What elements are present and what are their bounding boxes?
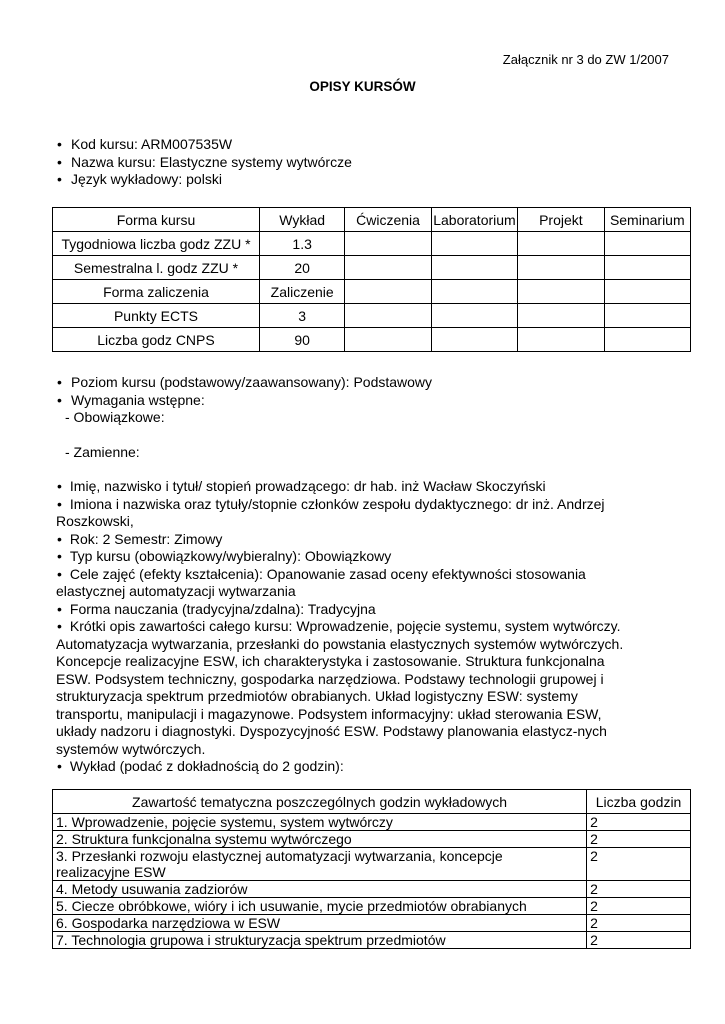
header-cell: Liczba godzin [587, 790, 691, 814]
table-row [53, 881, 691, 898]
header-cell: Projekt [518, 208, 604, 232]
topic-cell: 3. Przesłanki rozwoju elastycznej automatyzacji wytwarzania, koncepcje realizacyjne ESW [53, 848, 587, 881]
row-label: Punkty ECTS [53, 304, 260, 328]
course-description-line: strukturyzacja spektrum przedmiotów obrabianych. Układ logistyczny ESW: systemy [56, 688, 578, 704]
table-row [53, 256, 691, 280]
prerequisites-label: • Wymagania wstępne: [56, 392, 432, 410]
table-row [53, 932, 691, 949]
table-row [53, 232, 691, 256]
table-header-row [53, 208, 691, 232]
hours-cell: 2 [587, 881, 691, 898]
course-description-line: systemów wytwórczych. [56, 740, 206, 757]
topic-cell: 2. Struktura funkcjonalna systemu wytwórczego [53, 831, 587, 848]
cell-value [431, 304, 517, 328]
hours-cell: 2 [587, 932, 691, 949]
row-label: Forma zaliczenia [53, 280, 260, 304]
row-label: Tygodniowa liczba godz ZZU * [53, 232, 260, 256]
cell-value [431, 232, 517, 256]
attachment-note: Załącznik nr 3 do ZW 1/2007 [502, 52, 669, 67]
cell-value [604, 256, 690, 280]
table-row [53, 328, 691, 352]
table-row [53, 304, 691, 328]
cell-value [604, 280, 690, 304]
table-row [53, 915, 691, 932]
table-row [53, 831, 691, 848]
table-header-row [53, 790, 691, 814]
cell-value [518, 232, 604, 256]
cell-value [345, 328, 431, 352]
cell-value [518, 304, 604, 328]
course-language: • Język wykładowy: polski [56, 171, 352, 189]
course-goals: • Cele zajęć (efekty kształcenia): Opanowanie zasad oceny efektywności stosowania [56, 566, 676, 584]
team-members: • Imiona i nazwiska oraz tytuły/stopnie członków zespołu dydaktycznego: dr inż. Andrzej [56, 496, 676, 514]
hours-cell: 2 [587, 814, 691, 831]
header-cell: Ćwiczenia [345, 208, 431, 232]
teaching-form: • Forma nauczania (tradycyjna/zdalna): Tradycyjna [56, 601, 676, 619]
topic-cell: 7. Technologia grupowa i strukturyzacja spektrum przedmiotów [53, 932, 587, 949]
course-info-list [56, 136, 352, 189]
cell-value [604, 232, 690, 256]
topic-cell: 6. Gospodarka narzędziowa w ESW [53, 915, 587, 932]
course-description-line: ESW. Podsystem techniczny, gospodarka narzędziowa. Podstawy technologii grupowej i [56, 670, 604, 687]
table-row [53, 848, 691, 881]
course-code: • Kod kursu: ARM007535W [56, 136, 352, 154]
cell-value [431, 280, 517, 304]
mandatory-prerequisites: - Obowiązkowe: [65, 409, 165, 425]
course-name: • Nazwa kursu: Elastyczne systemy wytwórcze [56, 154, 352, 172]
cell-value: Zaliczenie [259, 280, 344, 304]
header-cell: Wykład [259, 208, 344, 232]
course-description-line: Koncepcje realizacyjne ESW, ich charakterystyka i zastosowanie. Struktura funkcjonalna [56, 653, 605, 669]
cell-value [345, 256, 431, 280]
header-cell: Zawartość tematyczna poszczególnych godzin wykładowych [53, 790, 587, 814]
cell-value: 3 [259, 304, 344, 328]
cell-value: 90 [259, 328, 344, 352]
lecture-topics-table [52, 789, 691, 949]
alternative-prerequisites: - Zamienne: [65, 444, 140, 460]
lecturer: • Imię, nazwisko i tytuł/ stopień prowadzącego: dr hab. inż Wacław Skoczyński [56, 478, 676, 496]
row-label: Semestralna l. godz ZZU * [53, 256, 260, 280]
course-description-line: transportu, manipulacji i magazynowe. Podsystem informacyjny: układ sterowania ESW, [56, 705, 602, 722]
cell-value [345, 280, 431, 304]
header-cell: Seminarium [604, 208, 690, 232]
row-label: Liczba godz CNPS [53, 328, 260, 352]
cell-value [518, 328, 604, 352]
course-goals-cont: elastycznej automatyzacji wytwarzania [56, 583, 296, 599]
lecture-hours-note: • Wykład (podać z dokładnością do 2 godzin): [56, 758, 676, 776]
topic-cell: 1. Wprowadzenie, pojęcie systemu, system wytwórczy [53, 814, 587, 831]
table-row [53, 814, 691, 831]
cell-value [345, 232, 431, 256]
cell-value [431, 256, 517, 280]
course-details [56, 478, 676, 776]
hours-cell: 2 [587, 831, 691, 848]
hours-cell: 2 [587, 898, 691, 915]
hours-cell: 2 [587, 848, 691, 881]
team-members-cont: Roszkowski, [56, 513, 134, 529]
year-semester: • Rok: 2 Semestr: Zimowy [56, 531, 676, 549]
level-section [56, 374, 432, 462]
page-title: OPISY KURSÓW [309, 79, 416, 94]
cell-value [604, 328, 690, 352]
cell-value [518, 256, 604, 280]
header-cell: Forma kursu [53, 208, 260, 232]
course-description: • Krótki opis zawartości całego kursu: Wprowadzenie, pojęcie systemu, system wytwórczy. [56, 618, 676, 636]
table-row [53, 898, 691, 915]
cell-value: 1.3 [259, 232, 344, 256]
course-type: • Typ kursu (obowiązkowy/wybieralny): Obowiązkowy [56, 548, 676, 566]
course-description-line: układy nadzoru i diagnostyki. Dyspozycyjność ESW. Podstawy planowania elastycz-nych [56, 723, 607, 739]
cell-value [431, 328, 517, 352]
cell-value [604, 304, 690, 328]
cell-value [345, 304, 431, 328]
topic-cell: 4. Metody usuwania zadziorów [53, 881, 587, 898]
table-row [53, 280, 691, 304]
course-hours-table [52, 207, 691, 352]
header-cell: Laboratorium [431, 208, 517, 232]
cell-value: 20 [259, 256, 344, 280]
topic-cell: 5. Ciecze obróbkowe, wióry i ich usuwanie, mycie przedmiotów obrabianych [53, 898, 587, 915]
hours-cell: 2 [587, 915, 691, 932]
course-level: • Poziom kursu (podstawowy/zaawansowany): Podstawowy [56, 374, 432, 392]
course-description-line: Automatyzacja wytwarzania, przesłanki do powstania elastycznych systemów wytwórczych. [56, 635, 624, 652]
cell-value [518, 280, 604, 304]
